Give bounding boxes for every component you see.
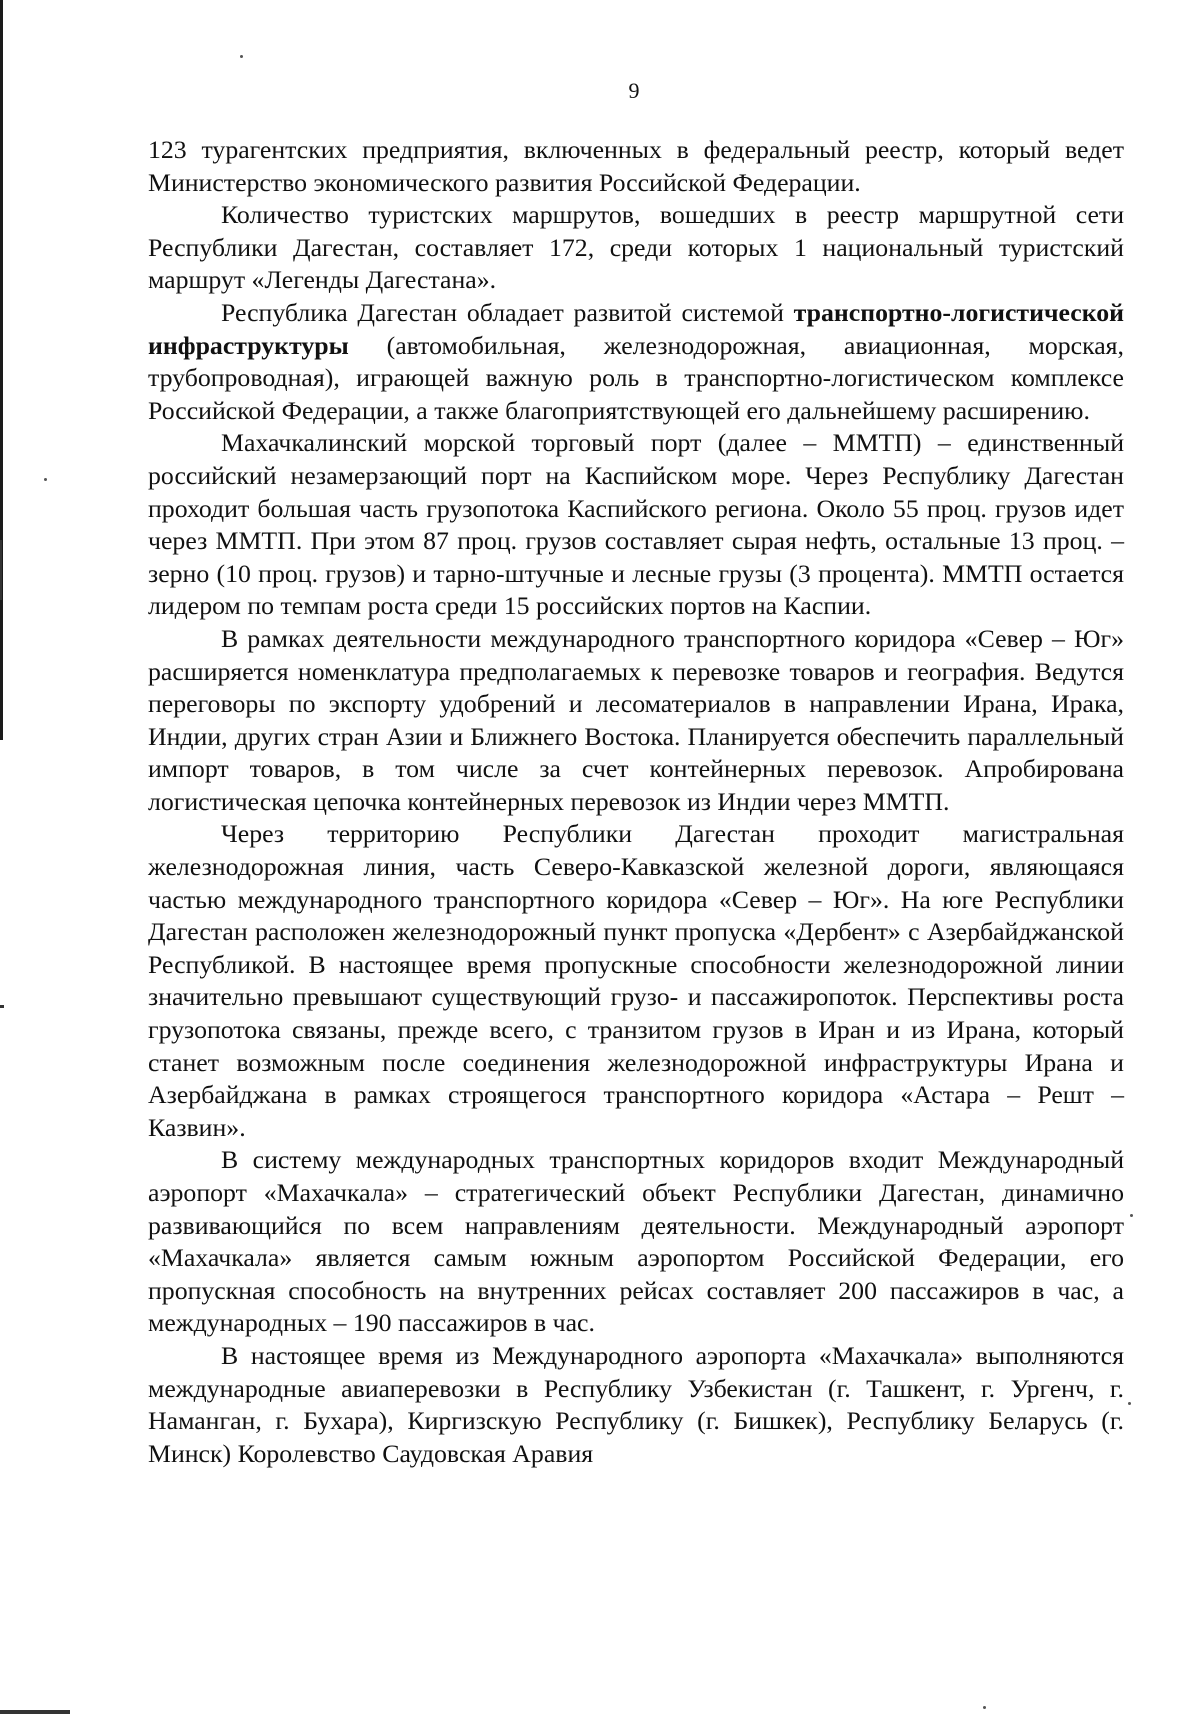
paragraph — [148, 1340, 1124, 1470]
text-run: Махачкалинский морской торговый порт (далее – ММТП) – единственный российский незамерзающий порт на Каспийском море. Через Республику Дагестан проходит большая часть грузопотока Каспийского региона. Около 55 проц. грузов идет через ММТП. При этом 87 проц. грузов составляет сырая нефть, остальные 13 проц. – зерно (10 проц. грузов) и тарно-штучные и лесные грузы (3 процента). ММТП остается лидером по темпам роста среди 15 российских портов на Каспии. — [148, 428, 1124, 621]
paragraph — [148, 818, 1124, 1144]
page-number: 9 — [628, 78, 640, 103]
text-run: В настоящее время из Международного аэропорта «Махачкала» выполняются международные авиаперевозки в Республику Узбекистан (г. Ташкент, г. Ургенч, г. Наманган, г. Бухара), Киргизскую Республику (г. Бишкек), Республику Беларусь (г. Минск) Королевство Саудовская Аравия — [148, 1340, 1124, 1468]
scan-speck — [983, 1706, 986, 1709]
scan-bottom-mark — [0, 1710, 70, 1714]
text-run: Республика Дагестан обладает развитой системой — [221, 297, 794, 327]
scan-speck — [1128, 1402, 1131, 1405]
text-run: 123 турагентских предприятия, включенных в федеральный реестр, который ведет Министерство экономического развития Российской Федерации. — [148, 135, 1124, 197]
text-run: Количество туристских маршрутов, вошедших в реестр маршрутной сети Республики Дагестан, составляет 172, среди которых 1 национальный туристский маршрут «Легенды Дагестана». — [148, 200, 1124, 295]
text-run: Через территорию Республики Дагестан проходит магистральная железнодорожная линия, часть Северо-Кавказской железной дороги, являющаяся частью международного транспортного коридора «Север – Юг». На юге Республики Дагестан расположен железнодорожный пункт пропуска «Дербент» с Азербайджанской Республикой. В настоящее время пропускные способности железнодорожной линии значительно превышают существующий грузо- и пассажиропоток. Перспективы роста грузопотока связаны, прежде всего, с транзитом грузов в Иран и из Ирана, который станет возможным после соединения железнодорожной инфраструктуры Ирана и Азербайджана в рамках строящегося транспортного коридора «Астара – Решт – Казвин». — [148, 819, 1124, 1142]
paragraph — [148, 199, 1124, 297]
paragraph — [148, 297, 1124, 427]
text-run: В систему международных транспортных коридоров входит Международный аэропорт «Махачкала» – стратегический объект Республики Дагестан, динамично развивающийся по всем направлениям деятельности. Международный аэропорт «Махачкала» является самым южным аэропортом Российской Федерации, его пропускная способность на внутренних рейсах составляет 200 пассажиров в час, а международных – 190 пассажиров в час. — [148, 1145, 1124, 1338]
scan-speck — [44, 478, 47, 481]
scan-edge-mark — [0, 540, 2, 600]
document-body — [148, 134, 1124, 1470]
paragraph — [148, 427, 1124, 623]
paragraph — [148, 623, 1124, 819]
scan-left-edge-line — [0, 0, 3, 740]
text-run: (автомобильная, железнодорожная, авиационная, морская, трубопроводная), играющей важную роль в транспортно-логистическом комплексе Российской Федерации, а также благоприятствующей его дальнейшему расширению. — [148, 330, 1124, 425]
scan-speck — [1130, 1214, 1133, 1217]
scan-edge-mark — [0, 1005, 4, 1008]
paragraph — [148, 1144, 1124, 1340]
text-run: В рамках деятельности международного транспортного коридора «Север – Юг» расширяется номенклатура предполагаемых к перевозке товаров и география. Ведутся переговоры по экспорту удобрений и лесоматериалов в направлении Ирана, Ирака, Индии, других стран Азии и Ближнего Востока. Планируется обеспечить параллельный импорт товаров, в том числе за счет контейнерных перевозок. Апробирована логистическая цепочка контейнерных перевозок из Индии через ММТП. — [148, 623, 1124, 816]
bold-text-run: транспортно-логистической инфраструктуры — [148, 297, 1124, 360]
paragraph — [148, 134, 1124, 199]
scan-speck — [240, 55, 243, 58]
